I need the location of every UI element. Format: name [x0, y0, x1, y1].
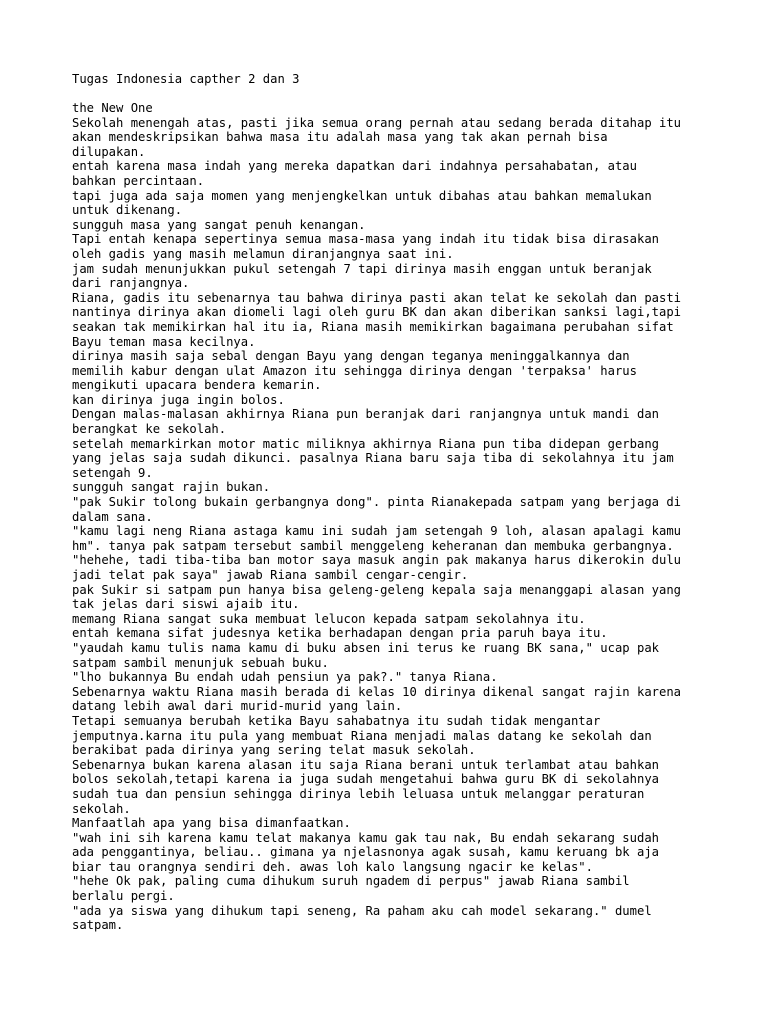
text-line: dirinya masih saja sebal dengan Bayu yang dengan teganya meninggalkannya dan: [72, 349, 630, 364]
text-line: "yaudah kamu tulis nama kamu di buku absen ini terus ke ruang BK sana," ucap pak: [72, 640, 659, 655]
text-line: hm". tanya pak satpam tersebut sambil menggeleng keheranan dan membuka gerbangnya.: [72, 538, 674, 553]
text-line: berangkat ke sekolah.: [72, 422, 227, 437]
text-line: "hehehe, tadi tiba-tiba ban motor saya masuk angin pak makanya harus dikerokin dulu: [72, 553, 682, 568]
text-line: seakan tak memikirkan hal itu ia, Riana masih memikirkan bagaimana perubahan sifat: [72, 319, 674, 334]
text-line: Tetapi semuanya berubah ketika Bayu sahabatnya itu sudah tidak mengantar: [72, 713, 601, 728]
text-line: sungguh masa yang sangat penuh kenangan.: [72, 217, 366, 232]
text-line: jadi telat pak saya" jawab Riana sambil cengar-cengir.: [72, 568, 469, 582]
text-line: memang Riana sangat suka membuat lelucon kepada satpam sekolahnya itu.: [72, 611, 586, 626]
text-line: tak jelas dari siswi ajaib itu.: [72, 597, 300, 612]
text-line: oleh gadis yang masih melamun diranjangnya saat ini.: [72, 246, 454, 261]
text-line: sekolah.: [72, 801, 131, 816]
text-line: datang lebih awal dari murid-murid yang lain.: [72, 699, 403, 714]
text-line: Dengan malas-malasan akhirnya Riana pun beranjak dari ranjangnya untuk mandi dan: [72, 407, 659, 422]
text-line: "kamu lagi neng Riana astaga kamu ini sudah jam setengah 9 loh, alasan apalagi kamu: [72, 524, 682, 539]
text-line: jam sudah menunjukkan pukul setengah 7 tapi dirinya masih enggan untuk beranjak: [72, 261, 652, 276]
text-line: mengikuti upacara bendera kemarin.: [72, 378, 322, 393]
text-line: memilih kabur dengan ulat Amazon itu sehingga dirinya dengan 'terpaksa' harus: [72, 363, 637, 378]
text-line: "pak Sukir tolong bukain gerbangnya dong". pinta Rianakepada satpam yang berjaga di: [72, 495, 682, 510]
text-line: akan mendeskripsikan bahwa masa itu adalah masa yang tak akan pernah bisa: [72, 130, 608, 145]
text-line: the New One: [72, 101, 153, 115]
text-line: kan dirinya juga ingin bolos.: [72, 392, 285, 407]
text-line: setengah 9.: [72, 465, 153, 480]
text-line: biar tau orangnya sendiri deh. awas loh kalo langsung ngacir ke kelas".: [72, 859, 593, 874]
text-line: Sekolah menengah atas, pasti jika semua orang pernah atau sedang berada ditahap itu: [72, 115, 682, 130]
text-line: bolos sekolah,tetapi karena ia juga sudah mengetahui bahwa guru BK di sekolahnya: [72, 772, 659, 787]
text-line: "hehe Ok pak, paling cuma dihukum suruh ngadem di perpus" jawab Riana sambil: [72, 874, 630, 889]
text-line: nantinya dirinya akan diomeli lagi oleh guru BK dan akan diberikan sanksi lagi,tapi: [72, 305, 682, 320]
text-line: satpam.: [72, 918, 124, 933]
text-line: ada penggantinya, beliau.. gimana ya njelasnonya agak susah, kamu keruang bk aja: [72, 845, 659, 860]
document-title: Tugas Indonesia capther 2 dan 3: [72, 72, 300, 86]
text-line: entah kemana sifat judesnya ketika berhadapan dengan pria paruh baya itu.: [72, 626, 608, 641]
text-line: bahkan percintaan.: [72, 173, 205, 188]
text-line: Bayu teman masa kecilnya.: [72, 334, 256, 349]
text-line: setelah memarkirkan motor matic miliknya akhirnya Riana pun tiba didepan gerbang: [72, 436, 659, 451]
text-line: pak Sukir si satpam pun hanya bisa geleng-geleng kepala saja menanggapi alasan yang: [72, 582, 682, 597]
text-line: satpam sambil menunjuk sebuah buku.: [72, 655, 329, 670]
text-line: berakibat pada dirinya yang sering telat masuk sekolah.: [72, 743, 476, 758]
text-line: Tapi entah kenapa sepertinya semua masa-masa yang indah itu tidak bisa dirasakan: [72, 232, 659, 247]
text-line: tapi juga ada saja momen yang menjengkelkan untuk dibahas atau bahkan memalukan: [72, 188, 652, 203]
text-line: yang jelas saja sudah dikunci. pasalnya Riana baru saja tiba di sekolahnya itu jam: [72, 451, 674, 466]
text-line: entah karena masa indah yang mereka dapatkan dari indahnya persahabatan, atau: [72, 159, 637, 174]
text-line: "lho bukannya Bu endah udah pensiun ya pak?." tanya Riana.: [72, 670, 498, 685]
text-line: "ada ya siswa yang dihukum tapi seneng, Ra paham aku cah model sekarang." dumel: [72, 903, 652, 918]
text-line: dilupakan.: [72, 144, 146, 159]
text-line: jemputnya.karna itu pula yang membuat Riana menjadi malas datang ke sekolah dan: [72, 728, 652, 743]
text-line: Sebenarnya bukan karena alasan itu saja Riana berani untuk terlambat atau bahkan: [72, 757, 659, 772]
text-line: sudah tua dan pensiun sehingga dirinya lebih leluasa untuk melanggar peraturan: [72, 786, 645, 801]
document-body: [72, 101, 704, 933]
text-line: "wah ini sih karena kamu telat makanya kamu gak tau nak, Bu endah sekarang sudah: [72, 830, 659, 845]
text-line: Sebenarnya waktu Riana masih berada di kelas 10 dirinya dikenal sangat rajin karena: [72, 684, 682, 699]
text-line: untuk dikenang.: [72, 203, 183, 218]
text-line: sungguh sangat rajin bukan.: [72, 480, 271, 495]
text-line: Riana, gadis itu sebenarnya tau bahwa dirinya pasti akan telat ke sekolah dan pasti: [72, 290, 682, 305]
text-line: dari ranjangnya.: [72, 276, 190, 291]
text-line: berlalu pergi.: [72, 889, 175, 904]
text-line: dalam sana.: [72, 509, 153, 524]
text-line: Manfaatlah apa yang bisa dimanfaatkan.: [72, 816, 351, 831]
